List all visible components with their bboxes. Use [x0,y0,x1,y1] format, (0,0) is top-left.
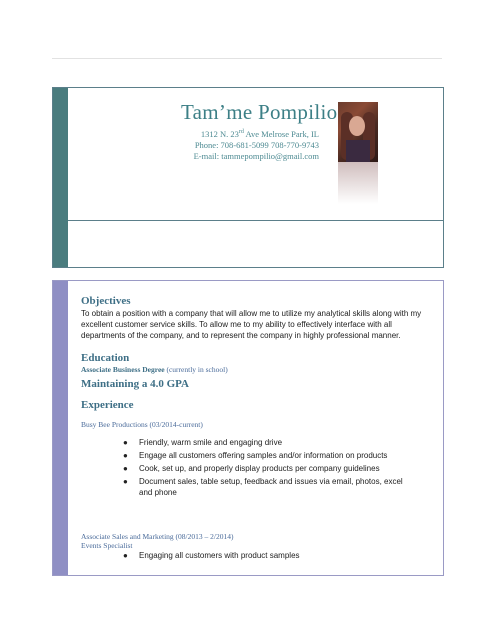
gpa-heading: Maintaining a 4.0 GPA [81,378,189,390]
top-divider [52,58,442,59]
job-title: Associate Sales and Marketing (08/2013 – 2/2014) [81,532,234,541]
bullet-dot-icon: ● [123,551,128,560]
objectives-text: To obtain a position with a company that will allow me to utilize my analytical skills along with my excellent customer service skills. To allow me to my ability to effectively interface with all departments of the company, and to represent the company in highly professional manner. [81,309,422,340]
job-duties-list [123,550,413,563]
profile-photo-reflection [338,162,378,204]
candidate-name: Tam’me Pompilio [181,100,338,124]
job-duties-list [123,437,413,500]
bullet-dot-icon: ● [123,451,128,460]
list-item: ● Cook, set up, and properly display products per company guidelines [123,464,380,473]
resume-body [52,280,444,576]
list-item: ● Friendly, warm smile and engaging drive [123,438,283,447]
bullet-dot-icon: ● [123,477,128,486]
phone-line: Phone: 708-681-5099 708-770-9743 [194,140,319,150]
contact-info [194,129,319,162]
experience-heading: Experience [81,399,134,411]
resume-header [52,87,444,268]
header-accent-bar [53,88,68,267]
education-heading: Education [81,352,130,364]
email-line: E-mail: tammepompilio@gmail.com [193,151,319,161]
profile-photo [338,102,378,162]
education-degree: Associate Business Degree (currently in school) [81,365,228,374]
objectives-heading: Objectives [81,295,131,307]
header-divider [68,220,443,221]
bullet-dot-icon: ● [123,438,128,447]
address-line: 1312 N. 23rd Ave Melrose Park, IL [200,129,319,139]
list-item: ● Engage all customers offering samples and/or information on products [123,451,388,460]
bullet-dot-icon: ● [123,464,128,473]
body-accent-bar [53,281,68,575]
list-item: ● Document sales, table setup, feedback and issues via email, photos, excel and phone [123,477,403,497]
job-title: Busy Bee Productions (03/2014-current) [81,420,203,429]
list-item: ● Engaging all customers with product samples [123,551,300,560]
job-subtitle: Events Specialist [81,541,133,550]
